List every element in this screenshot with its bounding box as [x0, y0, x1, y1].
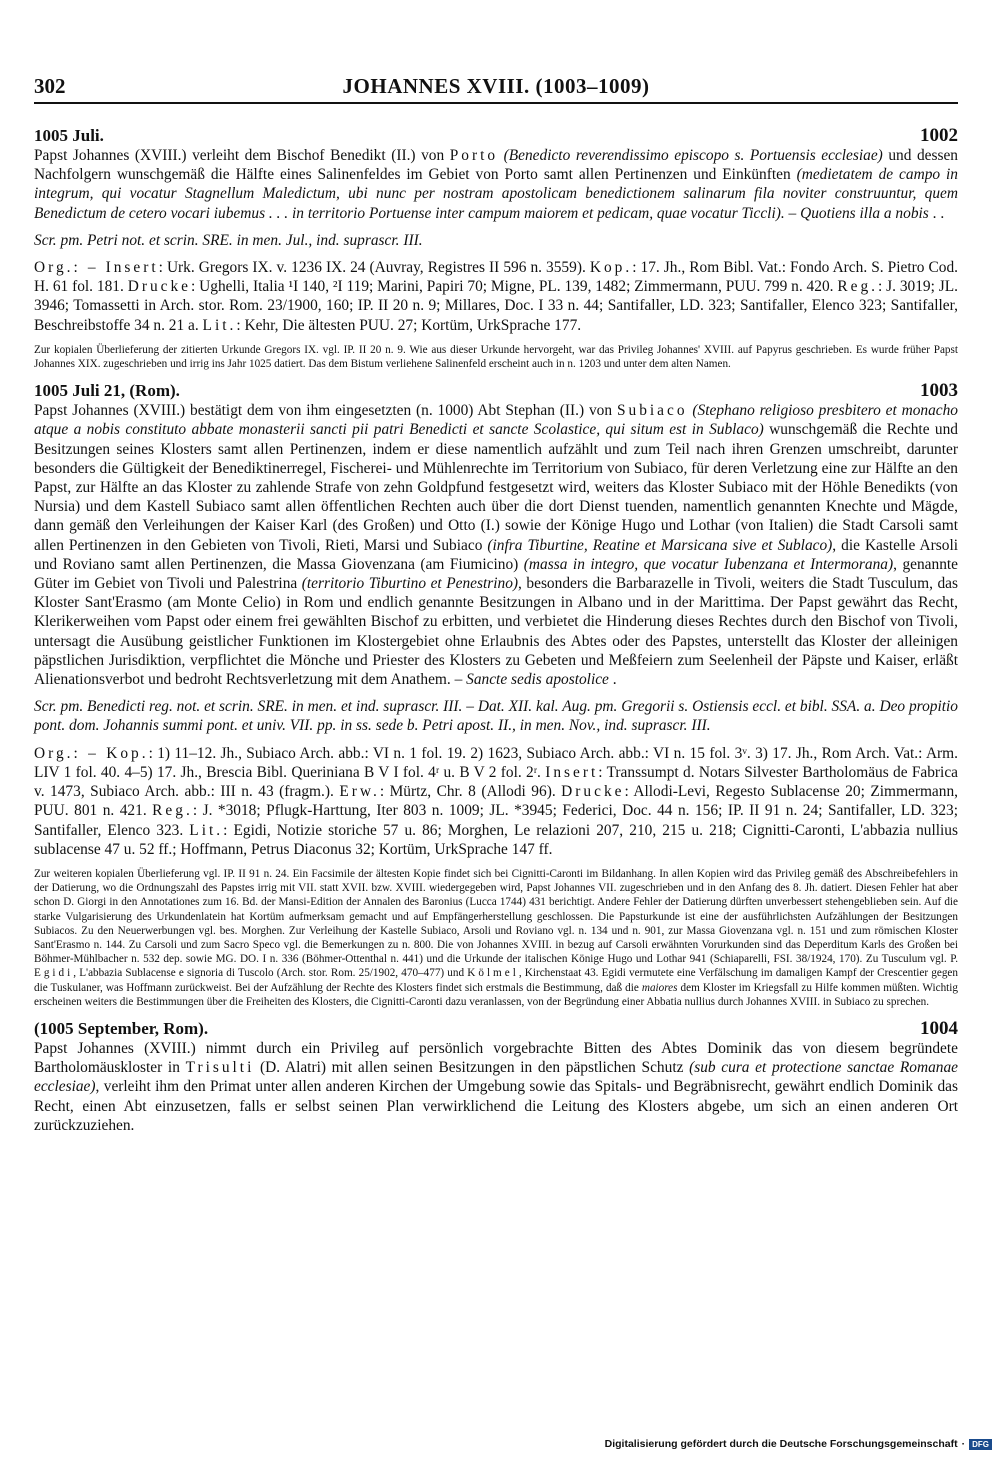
footer-credit: Digitalisierung gefördert durch die Deutsche Forschungsgemeinschaft: [604, 1438, 958, 1450]
text-run: wunschgemäß die Rechte und Besitzungen seines Klosters samt allen Pertinenzen, indem er diese namentlich aufzählt und zum Teil nach ihren Grenzen umschreibt, darunter besonders die Gültigkeit der Benediktinerregel, Fischerei- und Mühlenrechte im Territorium von Subiaco, für deren Verletzung eine zur Hälfte an den Papst, zur Hälfte an das Kloster zu zahlende Strafe von zehn Goldpfund festgesetzt wird, weiters das Kloster Subiaco mit der Höhle Benedikts (von Nursia) und dem Kastell Subiaco samt allen öffentlichen Rechten auch über die dort Dienst tuenden, namentlich genannten Knechte und Mägde, dann gemäß den Verleihungen der Kaiser Karl (des Großen) und Otto (I.) sowie der Könige Hugo und Lothar (von Italien) die Stadt Carsoli samt allen Pertinenzen in den Gebieten von Tivoli, Rieti, Marsi und Subiaco: [34, 421, 958, 554]
text-run: Papst Johannes (XVIII.) nimmt durch ein Privileg auf persönlich vorgebrachte Bitten des Abtes Dominik das von diesem begründete Bartholomäuskloster in: [34, 1039, 958, 1077]
footer-separator: ·: [961, 1438, 966, 1450]
text-run: Zur kopialen Überlieferung der zitierten Urkunde Gregors IX. vgl. IP. II 20 n. 9. Wie aus dieser Urkunde hervorgeht, war das Privileg Johannes' XVIII. auf Papyrus geschrieben. Es wurde früher Papst Johannes XIX. zugeschrieben und irrig ins Jahr 1025 datiert. Das dem Bistum verliehene Salinenfeld erscheint auch in n. 1203 und unter dem alten Namen.: [34, 343, 958, 371]
text-run: (D. Alatri) mit allen seinen Besitzungen in den päpstlichen Schutz: [254, 1059, 690, 1077]
footer: [605, 1438, 992, 1450]
commentary-note: [34, 343, 958, 371]
dfg-logo: DFG: [969, 1439, 992, 1450]
text-run: .: [608, 671, 617, 689]
entry-number: 1004: [920, 1017, 958, 1039]
text-run: (medietatem de campo in integrum, qui vocatur Stagnellum Maledictum, ubi nunc per nostram apostolicam benedictionem salinarum fila noviter construuntur, quem Benedictum de cetero vocari iubemus . . . in territorio Portuense inter campum maiorem et pedicam, quae vocatur Ticcli).: [34, 166, 958, 222]
text-run: : 17. Jh., Rom Bibl. Vat.: Fondo Arch. S. Pietro Cod. H. 61 fol. 181.: [34, 259, 958, 296]
entry-header: [34, 126, 958, 146]
commentary-note: [34, 867, 958, 1009]
text-run: (Benedicto reverendissimo episcopo s. Portuensis ecclesiae): [503, 147, 883, 164]
text-run: : Ughelli, Italia ¹I 140, ²I 119; Marini, Papiri 70; Migne, PL. 139, 1482; Zimmermann, PUU. 799 n. 420.: [191, 278, 838, 296]
entry-date: 1005 Juli.: [34, 126, 104, 145]
text-run: Insert: [545, 763, 599, 781]
text-run: Kop.: [589, 259, 633, 277]
regest-text: [34, 1039, 958, 1135]
regest-entry: [34, 1019, 958, 1135]
text-run: Sancte sedis apostolice: [466, 671, 609, 689]
text-run: Insert: [105, 259, 159, 277]
text-run: Erw.: [339, 783, 380, 801]
text-run: Scr. pm. Petri not. et scrin. SRE. in men. Jul., ind. suprascr. III.: [34, 231, 423, 249]
regest-text: [34, 401, 958, 689]
sources-section: [34, 258, 958, 335]
text-run: –: [784, 204, 801, 222]
text-run: , die Kastelle Arsoli und Roviano samt allen Pertinenzen, die Massa Giovenzana (am Fiumicino): [34, 536, 958, 573]
text-run: Scr. pm. Benedicti reg. not. et scrin. SRE. in men. et ind. suprascr. III. – Dat. XII. kal. Aug. pm. Gregorii s. Ostiensis eccl. et bibl. SSA. a. Deo propitio pont. dom. Johannis summi pont. et univ. VII. pp. in ss. sede b. Petri apost. II., in men. Nov., ind. suprascr. III.: [34, 698, 958, 735]
text-run: (territorio Tiburtino et Penestrino): [301, 575, 519, 593]
text-run: (Stephano religioso presbitero et monacho atque a nobis constituto abbate monasterii sancti pii patri Benedicti et sancte Scolastice, qui situm est in Sublaco): [34, 402, 958, 439]
entry-date: 1005 Juli 21, (Rom).: [34, 381, 180, 401]
text-run: Org.: –: [34, 744, 107, 762]
text-run: Reg.: [152, 802, 193, 820]
text-run: Drucke: [127, 278, 191, 296]
text-run: : Kehr, Die ältesten PUU. 27; Kortüm, UrkSprache 177.: [236, 316, 582, 334]
text-run: Drucke: [561, 783, 625, 801]
running-title: JOHANNES XVIII. (1003–1009): [342, 74, 650, 98]
text-run: (massa in integro, que vocatur Iubenzana et Intermorana): [523, 555, 894, 573]
header-rule: [34, 102, 958, 104]
text-run: maiores: [641, 981, 678, 994]
scribe-note: [34, 231, 958, 250]
text-run: Papst Johannes (XVIII.) bestätigt dem von ihm eingesetzten (n. 1000) Abt Stephan (II.) von: [34, 402, 617, 420]
text-run: : Egidi, Notizie storiche 57 u. 86; Morghen, Le relazioni 207, 210, 215 u. 218; Cignitti-Caronti, L'abbazia nullius sublacense 47 u. 52 ff.; Hoffmann, Petrus Diaconus 32; Kortüm, UrkSprache 147 ff.: [34, 821, 958, 858]
text-run: Porto: [449, 147, 499, 164]
text-run: Zur weiteren kopialen Überlieferung vgl. IP. II 91 n. 24. Ein Facsimile der ältesten Kopie findet sich bei Cignitti-Caronti im Bildanhang. In allen Kopien wird das Privileg gemäß des Abschreibefehlers in der Datierung, wo die Ordnungszahl des Papstes irrig mit VII. statt XVII. bzw. XVIII. wiedergegeben wird, Papst Johannes VII. zugeschrieben und in den Anfang des 8. Jh. datiert. Diesen Fehler hat aber schon D. Giorgi in den Annotationes zum 16. Bd. der Mansi-Edition der Annalen des Baronius (Lucca 1744) 431 berichtigt. Andere Fehler der Datierung dürften unverbessert stehengeblieben sein. Auf die starke Vulgarisierung des Urkundenlatein hat Kortüm aufmerksam gemacht und auf Empfängerherstellung geschlossen. Die Papsturkunde ist eine der ausführlichsten Aufzählungen der Besitzungen Subiacos. Zu den Neuerwerbungen vgl. bes. Morghen. Zur Verleihung der Kastelle Subiaco, Arsoli und Roviano vgl. n. 134 und n. 901, zur Massa Giovenzana vgl. n. 151 und zum römischen Kloster Sant'Erasmo n. 144. Zu Carsoli und zum Sacro Speco vgl. die Bemerkungen zu n. 800. Die von Johannes XVIII. in bezug auf Carsoli erwähnten Vorurkunden sind das Deperditum Karls des Großen bei Böhmer-Mühlbacher n. 532 dep. sowie MG. DO. I n. 336 (Böhmer-Ottenthal n. 441) und die Urkunde der italischen Könige Hugo und Lothar 941 (Schiaparelli, FSI. 38/1924, 170). Zu Tusculum vgl. P.: [34, 867, 958, 966]
entry-header: [34, 381, 958, 401]
text-run: : Mürtz, Chr. 8 (Allodi 96).: [379, 783, 562, 801]
text-run: . .: [928, 204, 945, 222]
text-run: , L'abbazia Sublacense e signoria di Tuscolo (Arch. stor. Rom. 25/1902, 470–477) und: [73, 967, 468, 980]
entries-container: [34, 126, 958, 1145]
text-run: Reg.: [837, 278, 878, 296]
text-run: und dessen Nachfolgern wunschgemäß die Hälfte eines Salinenfeldes im Gebiet von Porto samt allen Pertinenzen und Einkünften: [34, 147, 958, 184]
text-run: Subiaco: [616, 402, 688, 420]
text-run: Org.: –: [34, 259, 106, 277]
text-run: , genannte Güter im Gebiet von Tivoli und Palestrina: [34, 555, 959, 593]
text-run: , verleiht ihm den Primat unter allen anderen Kirchen der Umgebung sowie das Spitals- und Begräbnisrecht, gewährt endlich Dominik das Recht, einen Abt einzusetzen, falls er selbst seinen Plan verwirklichend die Leitung des Klosters abgebe, um sich an einen anderen Ort zurückzuziehen.: [34, 1078, 958, 1134]
page-number: 302: [34, 74, 66, 98]
text-run: : Allodi-Levi, Regesto Sublacense 20; Zimmermann, PUU. 801 n. 421.: [34, 783, 958, 820]
text-run: Trisulti: [185, 1059, 255, 1077]
regest-entry: [34, 126, 958, 371]
text-run: Lit.: [202, 316, 237, 334]
entry-header: [34, 1019, 958, 1039]
text-run: Quotiens illa a nobis: [800, 204, 929, 222]
entry-number: 1003: [920, 380, 958, 402]
regest-entry: [34, 381, 958, 1009]
text-run: : Transsumpt d. Notars Silvester Bartholomäus de Fabrica v. 1473, Subiaco Arch. abb.: III n. 43 (fragm.).: [34, 763, 958, 801]
regest-text: [34, 146, 958, 223]
text-run: , besonders die Barbarazelle in Tivoli, weiters die Stadt Tusculum, das Kloster Sant'Erasmo (am Monte Celio) in Rom und endlich genannte Besitzungen in Albano und in der Marittima. Der Papst gewährt das Recht, Klerikerweihen vom Papst oder einem frei gewählten Bischof zu erbitten, und verbietet die Hinderung dieses Rechtes durch den Bischof von Tivoli, untersagt die Ausübung geistlicher Funktionen im Klostergebiet ohne Erlaubnis des Abtes oder des Papstes, unterstellt das Kloster der alleinigen päpstlichen Jurisdiktion, verpflichtet die Mönche und Priester des Klosters zu Gebeten und Meßfeiern zum Seelenheil der Päpste und Kaiser, erläßt Alienationsverbot und bedroht Rechtsverletzung mit dem Anathem. –: [34, 575, 958, 689]
text-run: (sub cura et protectione sanctae Romanae ecclesiae): [34, 1059, 958, 1096]
entry-number: 1002: [920, 125, 958, 146]
sources-section: [34, 744, 958, 859]
text-run: dem Kloster im Kriegsfall zu Hilfe kommen müßten. Wichtig erscheinen weiters die Bestimmungen über die Freiheiten des Klosters, die Cignitti-Caronti dazu veranlassen, von der Begründung einer Abbatia nullius durch Johannes XVIII. in Subiaco zu sprechen.: [34, 981, 958, 1008]
text-run: : 1) 11–12. Jh., Subiaco Arch. abb.: VI n. 1 fol. 19. 2) 1623, Subiaco Arch. abb.: VI n. 15 fol. 3ᵛ. 3) 17. Jh., Rom Arch. Vat.: Arm. LIV 1 fol. 40. 4–5) 17. Jh., Brescia Bibl. Queriniana B V I fol. 4ʳ u. B V 2 fol. 2ʳ.: [34, 744, 958, 781]
text-run: Papst Johannes (XVIII.) verleiht dem Bischof Benedikt (II.) von: [34, 147, 450, 164]
text-run: : Urk. Gregors IX. v. 1236 IX. 24 (Auvray, Registres II 596 n. 3559).: [158, 259, 590, 277]
text-run: Kop.: [106, 744, 149, 762]
text-run: : J. *3018; Pflugk-Harttung, Iter 803 n. 1009; JL. *3945; Federici, Doc. 44 n. 156; IP. II 91 n. 24; Santifaller, LD. 323; Santifaller, Elenco 323.: [34, 802, 959, 839]
text-run: Kölmel: [467, 967, 519, 980]
text-run: , Kirchenstaat 43. Egidi vermutete eine Verfälschung im damaligen Kampf der Crescentier gegen die Tuskulaner, was Hoffmann zurückweist. Bei der Aufzählung der Rechte des Klosters findet sich erstmals die Bestimmung, daß die: [34, 967, 958, 994]
text-run: Lit.: [189, 821, 224, 839]
text-run: Egidi: [34, 967, 74, 980]
text-run: : J. 3019; JL. 3946; Tomassetti in Arch. stor. Rom. 23/1900, 160; IP. II 20 n. 9; Millares, Doc. I 33 n. 44; Santifaller, LD. 323; Santifaller, Elenco 323; Santifaller, Beschreibstoffe 34 n. 21 a.: [34, 278, 959, 334]
entry-date: (1005 September, Rom).: [34, 1018, 209, 1038]
text-run: (infra Tiburtine, Reatine et Marsicana sive et Sublaco): [487, 536, 833, 554]
scribe-note: [34, 697, 958, 735]
